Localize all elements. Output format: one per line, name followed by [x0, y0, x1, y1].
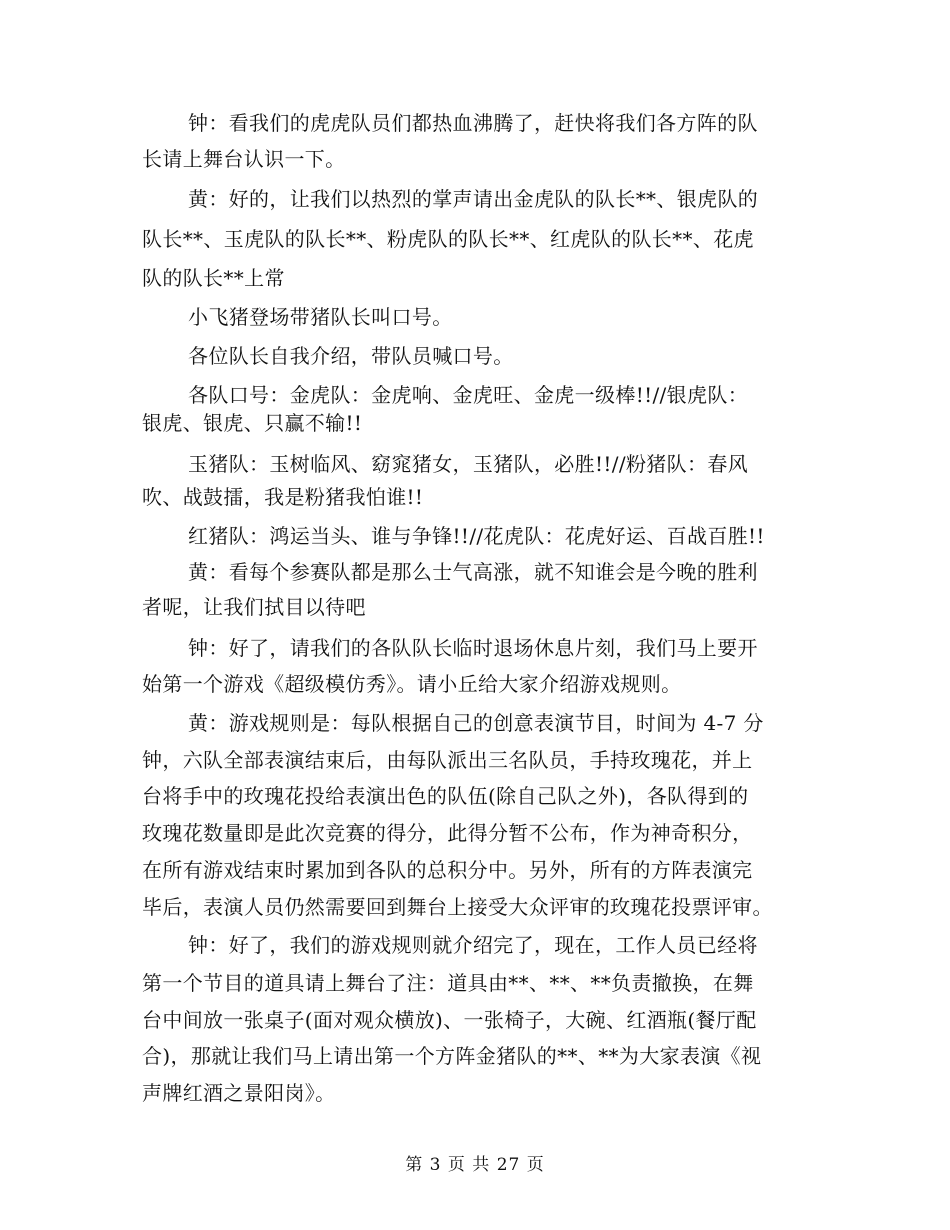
page-number-footer: 第 3 页 共 27 页 — [405, 1155, 545, 1175]
text-line: 银虎、银虎、只赢不输!! — [142, 411, 363, 435]
text-line: 队的队长**上常 — [142, 266, 285, 290]
text-line: 各队口号：金虎队：金虎响、金虎旺、金虎一级棒!!//银虎队： — [188, 383, 749, 407]
text-line: 黄：看每个参赛队都是那么士气高涨，就不知谁会是今晚的胜利 — [188, 560, 758, 584]
text-line: 吹、战鼓擂，我是粉猪我怕谁!! — [142, 485, 424, 509]
text-line: 红猪队：鸿运当头、谁与争锋!!//花虎队：花虎好运、百战百胜!! — [188, 524, 765, 548]
text-line: 黄：好的，让我们以热烈的掌声请出金虎队的队长**、银虎队的 — [188, 187, 759, 211]
text-line: 在所有游戏结束时累加到各队的总积分中。另外，所有的方阵表演完 — [142, 858, 753, 882]
text-line: 玫瑰花数量即是此次竞赛的得分，此得分暂不公布，作为神奇积分， — [142, 821, 753, 845]
text-line: 钟，六队全部表演结束后，由每队派出三名队员，手持玫瑰花，并上 — [142, 748, 753, 772]
text-line: 毕后，表演人员仍然需要回到舞台上接受大众评审的玫瑰花投票评审。 — [142, 895, 773, 919]
text-line: 始第一个游戏《超级模仿秀》。请小丘给大家介绍游戏规则。 — [142, 672, 682, 696]
text-line: 第一个节目的道具请上舞台了注：道具由**、**、**负责撤换，在舞 — [142, 971, 754, 995]
text-line: 黄：游戏规则是：每队根据自己的创意表演节目，时间为 4-7 分 — [188, 711, 764, 735]
text-line: 玉猪队：玉树临风、窈窕猪女，玉猪队，必胜!!//粉猪队：春风 — [188, 452, 749, 476]
text-line: 钟：好了，请我们的各队队长临时退场休息片刻，我们马上要开 — [188, 636, 758, 660]
text-line: 合)，那就让我们马上请出第一个方阵金猪队的**、**为大家表演《视 — [142, 1044, 762, 1068]
text-line: 各位队长自我介绍，带队员喊口号。 — [188, 344, 514, 368]
text-line: 者呢，让我们拭目以待吧 — [142, 595, 366, 619]
text-line: 钟：好了，我们的游戏规则就介绍完了，现在，工作人员已经将 — [188, 933, 758, 957]
text-line: 钟：看我们的虎虎队员们都热血沸腾了，赶快将我们各方阵的队 — [188, 111, 758, 135]
text-line: 队长**、玉虎队的队长**、粉虎队的队长**、红虎队的队长**、花虎 — [142, 227, 754, 251]
text-line: 声牌红酒之景阳岗》。 — [142, 1081, 336, 1105]
text-line: 台将手中的玫瑰花投给表演出色的队伍(除自己队之外)，各队得到的 — [142, 784, 749, 808]
text-line: 长请上舞台认识一下。 — [142, 147, 346, 171]
text-line: 台中间放一张桌子(面对观众横放)、一张椅子，大碗、红酒瓶(餐厅配 — [142, 1008, 757, 1032]
text-line: 小飞猪登场带猪队长叫口号。 — [188, 305, 453, 329]
